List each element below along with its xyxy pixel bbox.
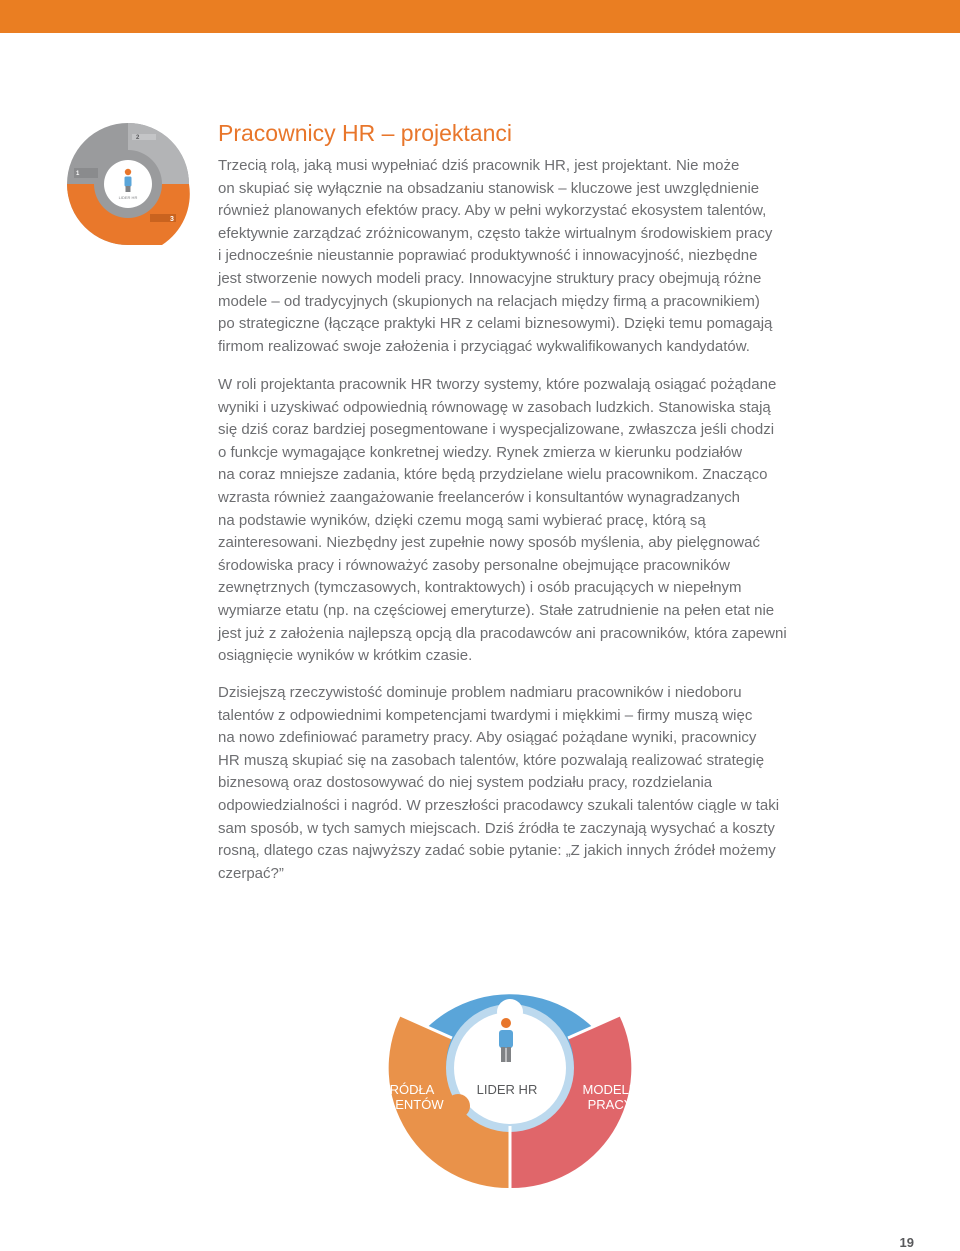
label-work-models-2: PRACY [587,1097,633,1112]
text-line: HR muszą skupiać się na zasobach talentów, które pozwalają realizować strategię [218,751,765,769]
paragraph-2 [218,374,818,668]
puzzle-knob-right [517,1149,543,1175]
paragraph-1 [218,155,818,358]
label-hr-leader: LIDER HR [476,1082,538,1097]
text-line: osiągnięcie wyników w krótkim czasie. [218,647,473,665]
mini-center-label: LIDER HR [118,195,138,200]
text-line: W roli projektanta pracownik HR tworzy systemy, które pozwalają osiągać pożądane [218,376,777,393]
text-line: firmom realizować swoje założenia i przyciągać wykwalifikowanych kandydatów. [218,337,750,355]
text-line: jest już z założenia najlepszą opcją dla pracodawców ani pracowników, która zapewni [218,624,787,642]
mini-badge-1: 1 [76,171,80,177]
label-hr-practices: PRAKTYKI HR [466,944,554,959]
text-line: na podstawie wyników, dzięki czemu mogą sami wybierać pracę, którą są [218,511,706,529]
center-circle [454,1012,566,1124]
text-line: Dzisiejszą rzeczywistość dominuje problem nadmiaru pracowników i niedoboru [218,684,742,701]
text-line: modele – od tradycyjnych (skupionych na relacjach między firmą a pracownikiem) [218,292,760,310]
text-line: sam sposób, w tych samych miejscach. Dziś źródła te zaczynają wysychać a koszty [218,819,775,837]
text-line: środowiska pracy i równoważyć zasoby personalne obejmujące pracowników [218,556,730,574]
text-line: o funkcje wymagające konkretnej wiedzy. Rynek zmierza w kierunku podziałów [218,443,743,461]
text-line: zewnętrznych (tymczasowych, kontraktowych) i osób pracujących w niepełnym [218,579,742,597]
page-title: Pracownicy HR – projektanci [218,120,513,146]
mini-badge-3: 3 [170,216,174,223]
mini-badge-2: 2 [136,135,140,141]
person-icon [125,169,132,192]
text-line: biznesową oraz dostosowywać do niej system podziału pracy, rozdzielania [218,774,713,792]
text-line: czerpać?” [218,864,284,882]
text-line: talentów z odpowiednimi kompetencjami twardymi i miękkimi – firmy muszą więc [218,706,753,724]
top-accent-bar [0,0,960,33]
section-diagram [66,122,190,246]
text-line: wyniki i uzyskiwać odpowiednią równowagę w zasobach ludzkich. Stanowiska stają [218,398,771,416]
text-line: on skupiać się wyłącznie na obsadzaniu stanowisk – kluczowe jest uwzględnienie [218,179,760,197]
puzzle-knob-left [446,1094,470,1118]
text-line: się dziś coraz bardziej posegmentowane i wyspecjalizowane, zwłaszcza jeśli chodzi [218,421,775,439]
text-line: zainteresowani. Niezbędny jest zupełnie nowy sposób myślenia, aby pielęgnować [218,534,760,552]
text-line: wymiarze etatu (np. na częściowej emeryturze). Stałe zatrudnienie na pełen etat nie [218,601,775,619]
text-line: wzrasta również zaangażowanie freelancerów i konsultantów wynagradzanych [218,488,740,506]
paragraph-3 [218,682,818,885]
text-line: po strategiczne (łączące praktyki HR z celami biznesowymi). Dzięki temu pomagają [218,315,773,333]
text-line: rosną, dlatego czas najwyższy zadać sobie pytanie: „Z jakich innych źródeł możemy [218,842,776,860]
text-line: efektywnie zarządzać zróżnicowanym, często także wirtualnym środowiskiem pracy [218,224,773,242]
text-line: na nowo zdefiniować parametry pracy. Aby osiągać pożądane wyniki, pracownicy [218,729,757,747]
page-number: 19 [899,1235,914,1250]
label-work-models-1: MODELE [582,1082,638,1097]
puzzle-diagram [360,930,660,1190]
text-line: Trzecią rolą, jaką musi wypełniać dziś pracownik HR, jest projektant. Nie może [218,157,740,174]
label-talent-sources-2: TALENTÓW [372,1097,444,1112]
text-line: również planowanych efektów pracy. Aby w pełni wykorzystać ekosystem talentów, [218,202,767,220]
text-line: i jednocześnie nieustannie poprawiać produktywność i innowacyjność, niezbędne [218,247,758,265]
label-talent-sources-1: ŹRÓDŁA [381,1082,435,1097]
text-line: odpowiedzialności i nagród. W przeszłości pracodawcy szukali talentów ciągle w taki [218,796,780,814]
text-line: jest stworzenie nowych modeli pracy. Innowacyjne struktury pracy obejmują różne [218,269,762,287]
text-line: na coraz mniejsze zadania, które będą przydzielane wielu pracownikom. Znacząco [218,466,768,484]
